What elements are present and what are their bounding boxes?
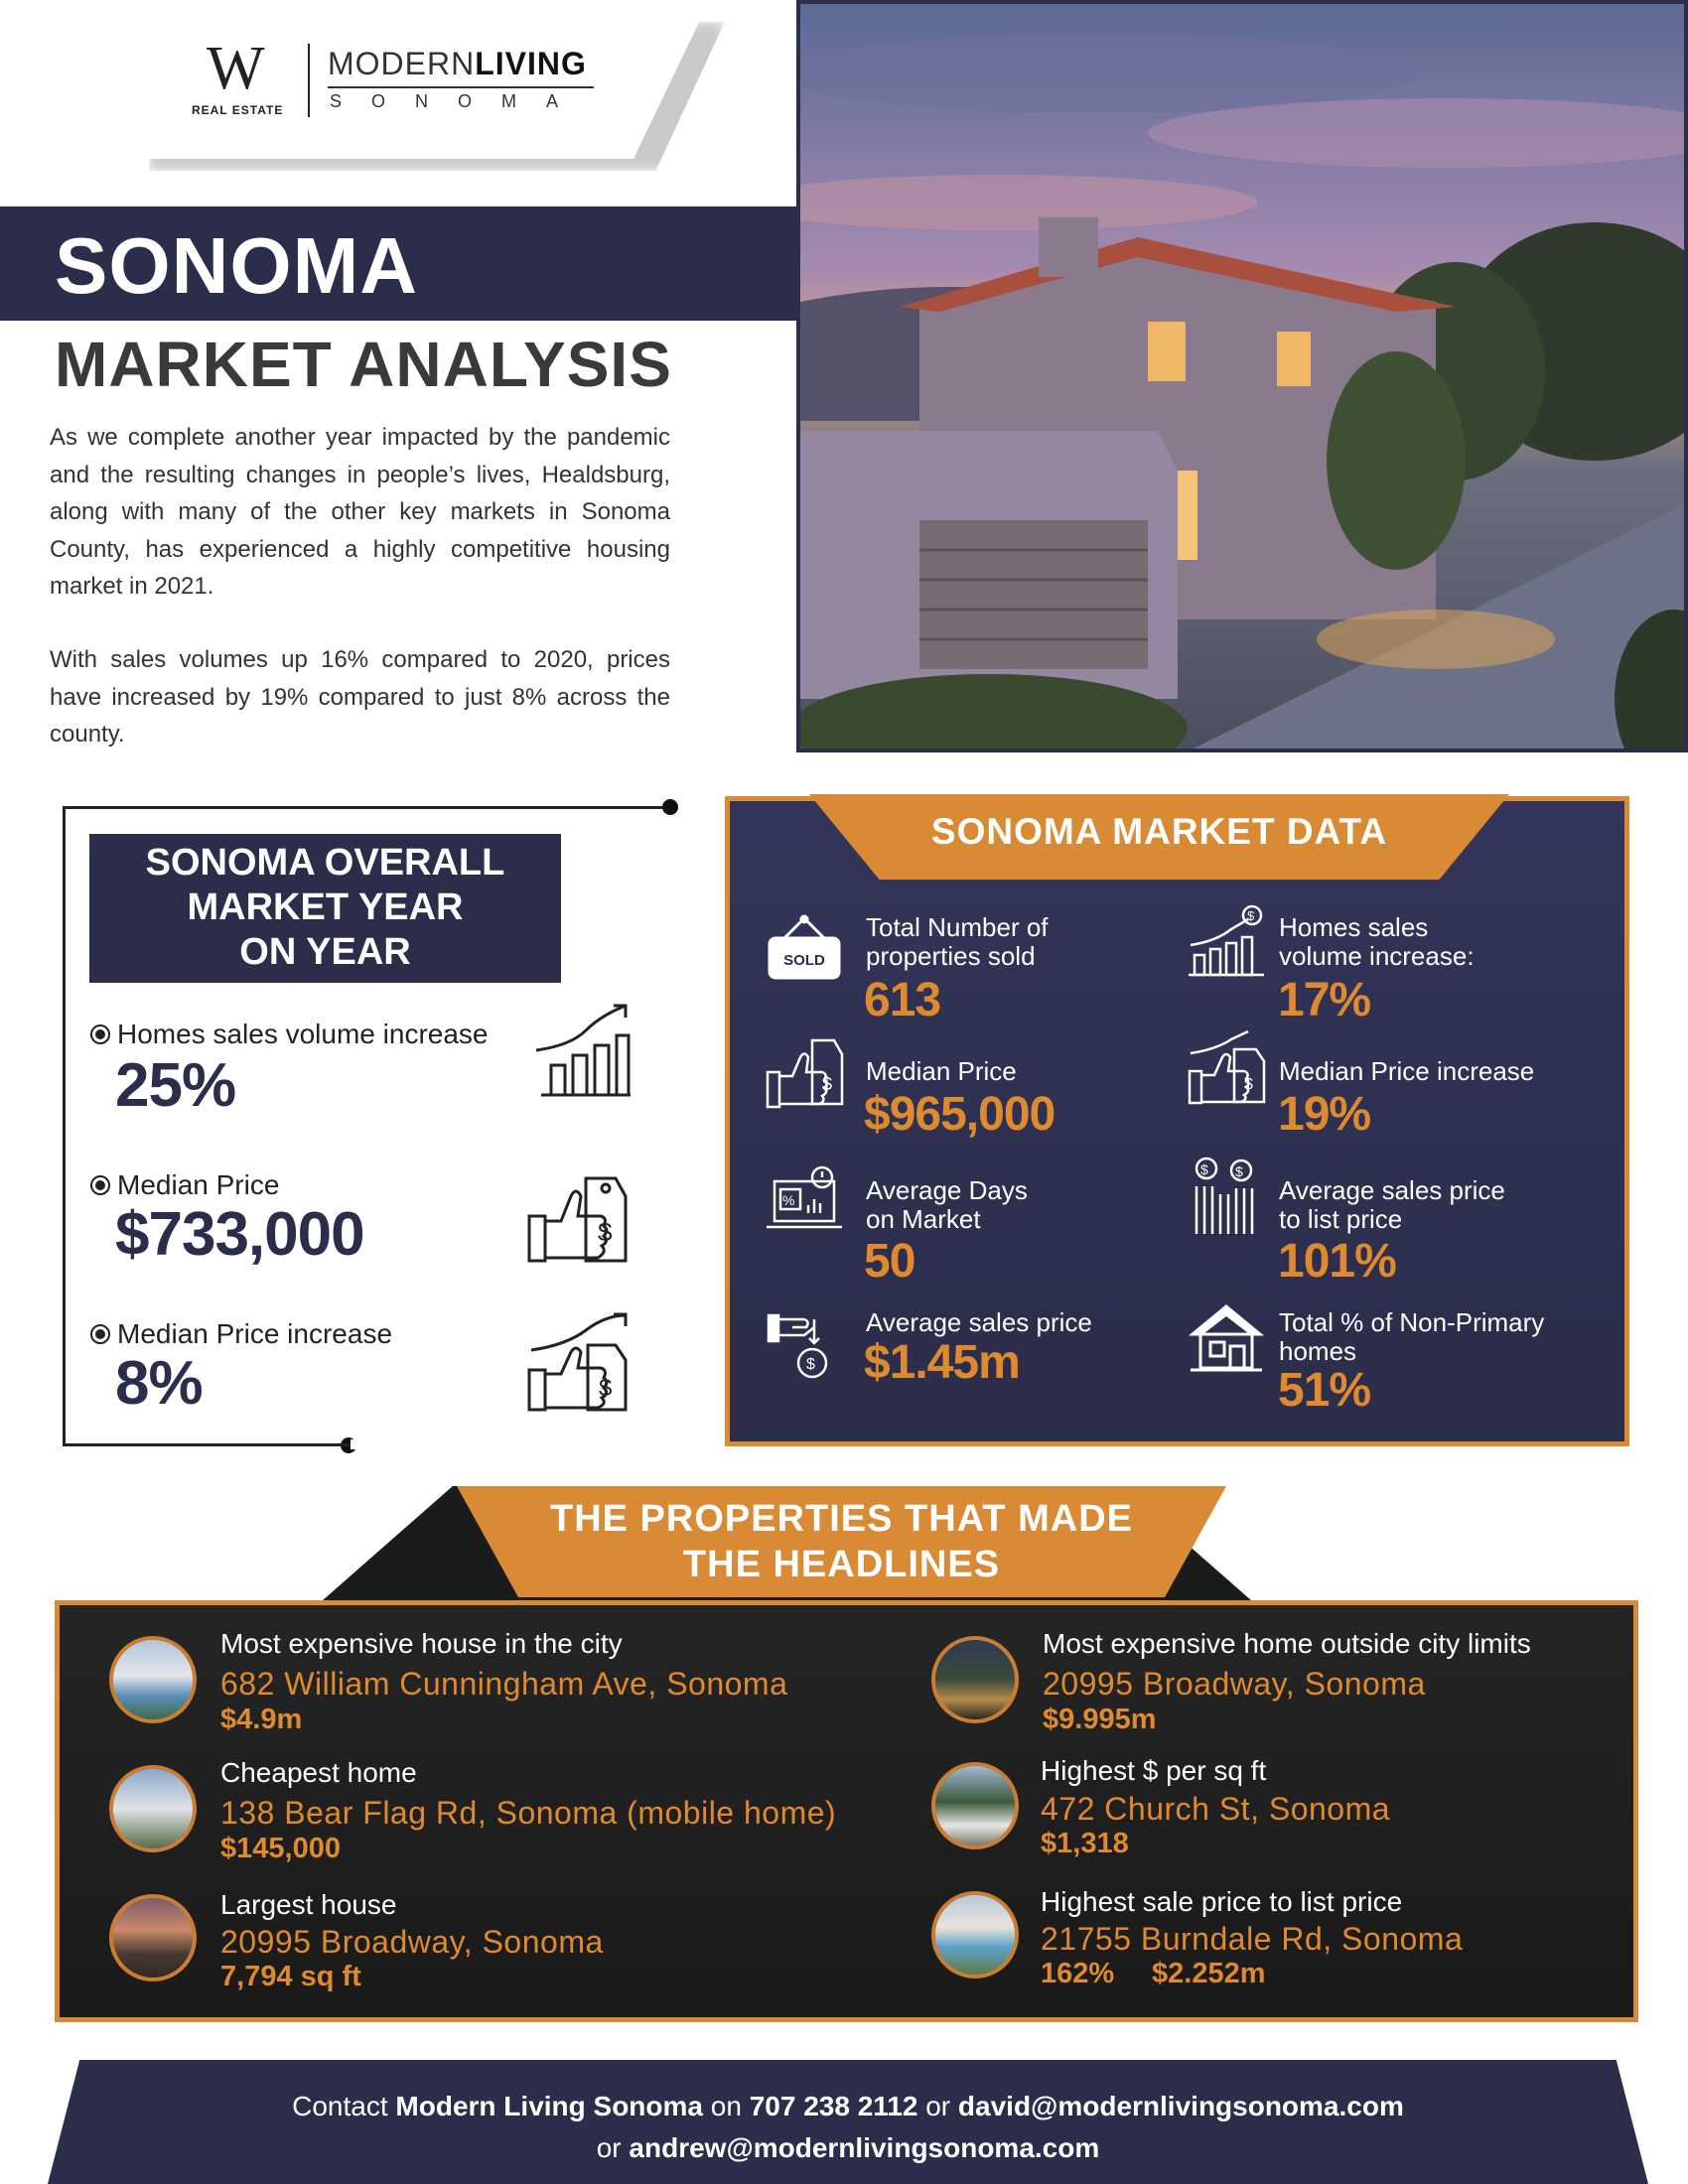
frame-dot-top — [662, 799, 678, 815]
email-link-andrew[interactable]: andrew@modernlivingsonoma.com — [629, 2132, 1100, 2163]
intro-paragraph-1: As we complete another year impacted by the pandemic and the resulting changes in people’s lives, Healdsburg, along with many of the other key markets in Sonoma County, has experienced a highly competitive housing market in 2021. — [50, 424, 670, 600]
bullet-icon — [90, 1175, 110, 1195]
sold-sign-icon — [765, 913, 844, 993]
md-label: Homes sales volume increase: — [1279, 912, 1475, 971]
property-thumbnail — [109, 1765, 197, 1852]
md-label: Median Price — [866, 1056, 1017, 1086]
overall-item-value: $733,000 — [115, 1200, 364, 1269]
property-address: 472 Church St, Sonoma — [1041, 1791, 1391, 1827]
page-subtitle: MARKET ANALYSIS — [55, 329, 672, 400]
bar-chart-dollar-icon — [1187, 903, 1266, 983]
property-label: Largest house — [220, 1889, 397, 1920]
property-thumbnail — [931, 1762, 1019, 1849]
company-name: Modern Living Sonoma — [395, 2091, 703, 2121]
property-thumbnail — [109, 1894, 197, 1981]
svg-text:$: $ — [1244, 1076, 1253, 1093]
svg-text:$: $ — [599, 1375, 613, 1402]
logo-sonoma: SONOMA — [330, 91, 589, 111]
property-value: $9.995m — [1043, 1704, 1157, 1735]
overall-item-label: Median Price — [117, 1169, 280, 1200]
frame-bottom-line — [63, 1443, 351, 1446]
property-address: 21755 Burndale Rd, Sonoma — [1041, 1921, 1464, 1957]
property-value: 7,794 sq ft — [220, 1961, 361, 1992]
email-link-david[interactable]: david@modernlivingsonoma.com — [957, 2091, 1404, 2121]
md-value: 101% — [1278, 1235, 1396, 1288]
svg-text:%: % — [782, 1192, 795, 1208]
property-value: $1,318 — [1041, 1828, 1129, 1859]
laptop-stopwatch-icon — [765, 1161, 844, 1241]
market-data-title: SONOMA MARKET DATA — [930, 811, 1388, 852]
thumbs-up-price-growth-icon — [526, 1310, 635, 1420]
property-label: Cheapest home — [220, 1757, 417, 1788]
md-label: Median Price increase — [1279, 1056, 1535, 1086]
page-title: SONOMA — [55, 221, 418, 310]
bullet-icon — [90, 1024, 110, 1044]
svg-text:$: $ — [1200, 1161, 1208, 1177]
hero-house-photo — [796, 0, 1688, 752]
thumbs-up-price-growth-icon — [1187, 1027, 1266, 1107]
property-value: 162% — [1041, 1958, 1115, 1989]
md-value: 17% — [1278, 974, 1371, 1026]
property-thumbnail — [109, 1636, 197, 1723]
md-label: Average Days on Market — [866, 1175, 1028, 1234]
property-value-price: $2.252m — [1152, 1958, 1266, 1989]
phone-link[interactable]: 707 238 2112 — [749, 2091, 918, 2121]
svg-text:$: $ — [1247, 908, 1255, 923]
md-label: Average sales price — [866, 1307, 1092, 1337]
bullet-icon — [90, 1324, 110, 1344]
property-value: $145,000 — [220, 1833, 341, 1864]
properties-title: THE PROPERTIES THAT MADE THE HEADLINES — [550, 1498, 1133, 1585]
md-value: $965,000 — [864, 1088, 1055, 1141]
footer-contact-line-1: Contact Modern Living Sonoma on 707 238 2112 or david@modernlivingsonoma.com — [292, 2091, 1404, 2121]
svg-text:$: $ — [1235, 1163, 1243, 1179]
property-address: 138 Bear Flag Rd, Sonoma (mobile home) — [220, 1795, 837, 1831]
property-label: Most expensive home outside city limits — [1043, 1628, 1531, 1659]
md-label: Average sales price to list price — [1279, 1175, 1505, 1234]
property-address: 20995 Broadway, Sonoma — [1043, 1666, 1426, 1702]
logo-card — [109, 10, 705, 159]
md-value: 613 — [864, 974, 941, 1026]
property-label: Highest sale price to list price — [1041, 1886, 1403, 1917]
md-value: $1.45m — [864, 1336, 1020, 1389]
house-icon — [1187, 1300, 1266, 1380]
svg-text:SOLD: SOLD — [783, 952, 825, 969]
md-value: 51% — [1278, 1364, 1371, 1417]
svg-text:$: $ — [598, 1217, 613, 1247]
svg-text:$: $ — [822, 1074, 833, 1094]
hand-coin-icon — [765, 1305, 844, 1385]
md-value: 50 — [864, 1235, 915, 1288]
overall-item-value: 8% — [115, 1349, 203, 1418]
logo-rule — [328, 86, 594, 88]
md-label: Total Number of properties sold — [866, 912, 1049, 971]
property-label: Highest $ per sq ft — [1041, 1755, 1267, 1786]
property-thumbnail — [931, 1891, 1019, 1979]
property-address: 20995 Broadway, Sonoma — [220, 1924, 604, 1960]
overall-item-label: Median Price increase — [117, 1318, 393, 1349]
overall-item-label: Homes sales volume increase — [117, 1019, 489, 1049]
logo-divider — [308, 44, 310, 117]
logo-w-mark: W — [207, 35, 265, 102]
property-address: 682 William Cunningham Ave, Sonoma — [220, 1666, 788, 1702]
property-label: Most expensive house in the city — [220, 1628, 623, 1659]
logo-modern-living: MODERNLIVING — [328, 46, 587, 81]
md-value: 19% — [1278, 1088, 1371, 1141]
frame-bottom-gap — [351, 1439, 678, 1449]
overall-market-heading: SONOMA OVERALL MARKET YEAR ON YEAR — [89, 834, 561, 983]
intro-paragraph-2: With sales volumes up 16% compared to 2020, prices have increased by 19% compared to just 8% across the county. — [50, 646, 670, 748]
md-label: Total % of Non-Primary homes — [1279, 1307, 1545, 1366]
footer-contact-line-2: or andrew@modernlivingsonoma.com — [596, 2132, 1100, 2163]
dollar-columns-icon — [1187, 1157, 1266, 1236]
svg-text:$: $ — [806, 1356, 815, 1373]
logo-real-estate: REAL ESTATE — [192, 103, 284, 117]
property-thumbnail — [931, 1636, 1019, 1723]
bar-chart-growth-icon — [526, 1001, 635, 1110]
thumbs-up-price-tag-icon — [526, 1166, 635, 1276]
thumbs-up-price-tag-icon — [765, 1032, 844, 1112]
overall-item-value: 25% — [115, 1051, 236, 1120]
property-value: $4.9m — [220, 1704, 303, 1735]
frame-top-line — [63, 806, 670, 809]
